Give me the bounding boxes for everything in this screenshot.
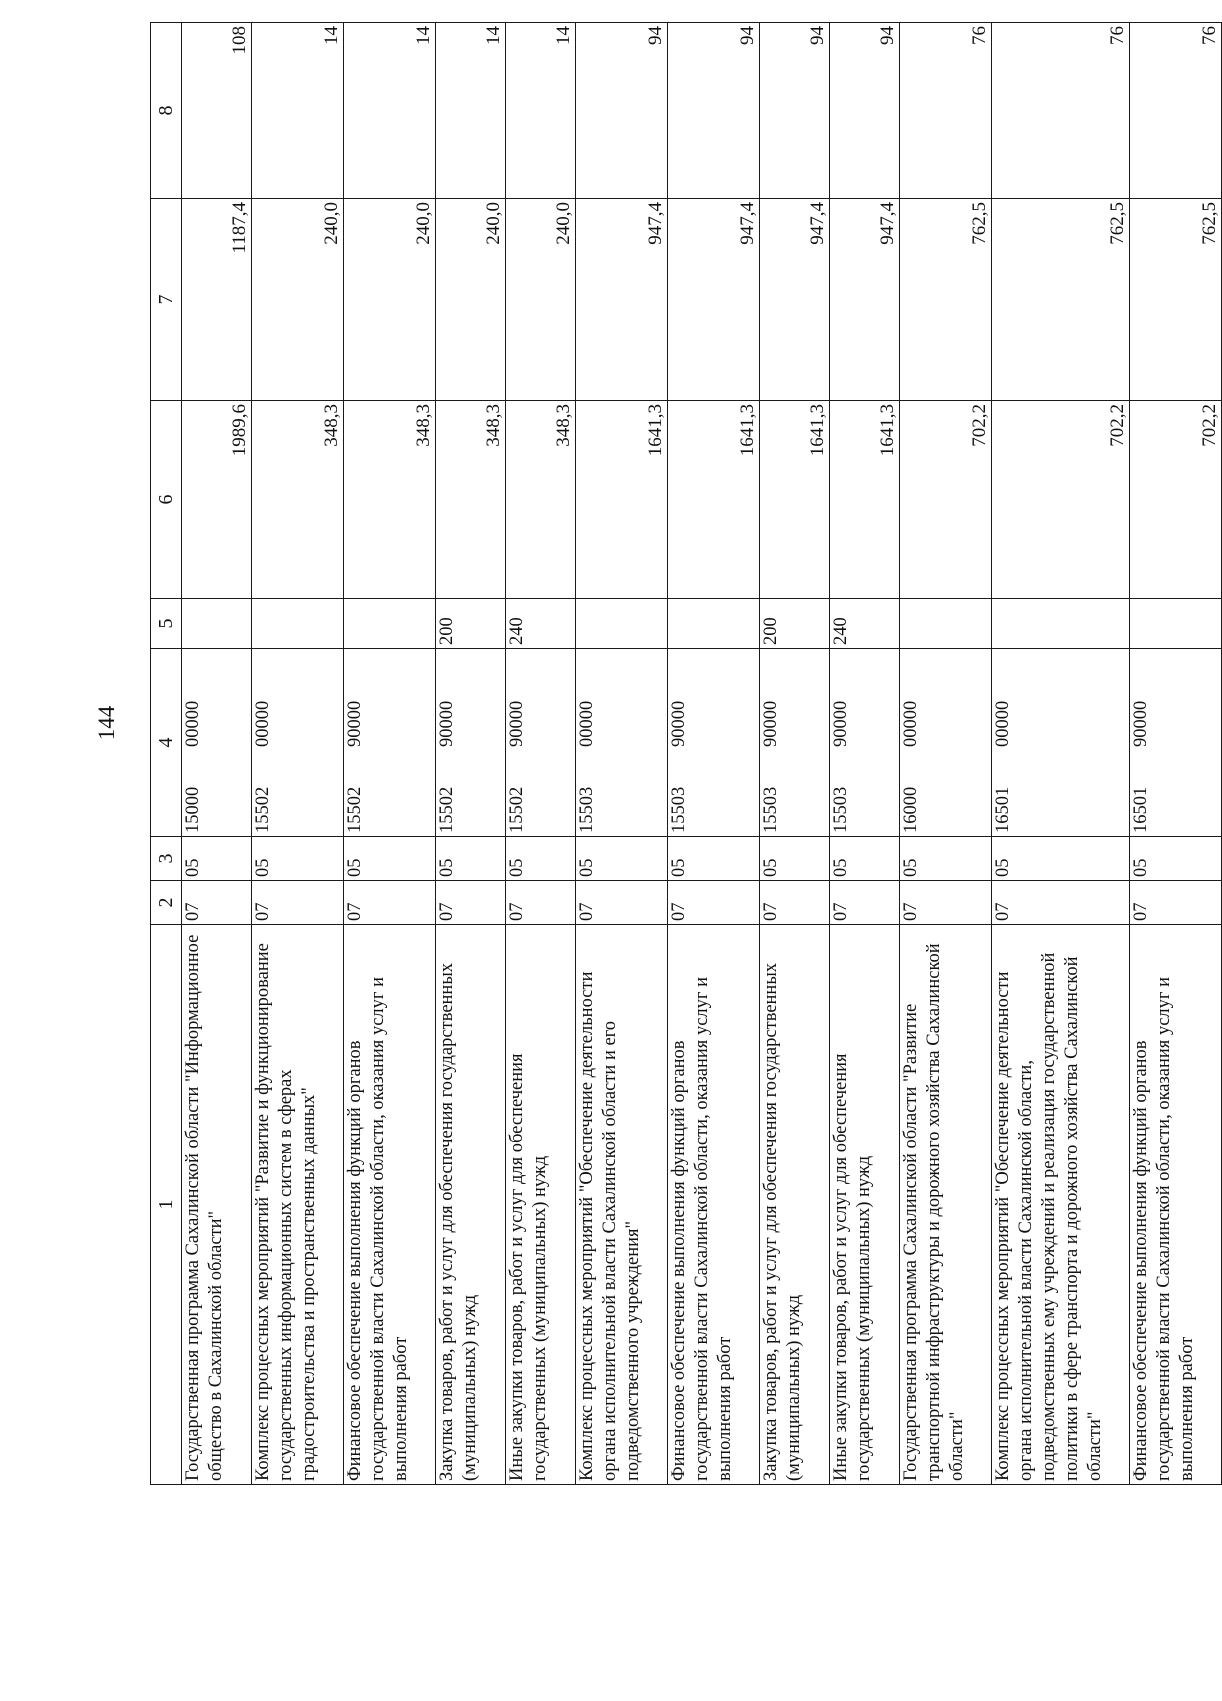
row-value-col8: 94 xyxy=(760,23,830,199)
header-col-3: 3 xyxy=(151,837,182,881)
header-col-5: 5 xyxy=(151,599,182,649)
row-value-col8: 76 xyxy=(1130,23,1222,199)
page-number: 144 xyxy=(94,705,119,741)
row-value-col8: 14 xyxy=(252,23,344,199)
header-col-7: 7 xyxy=(151,199,182,401)
row-name: Закупка товаров, работ и услуг для обеспечения государственных (муниципальных) нужд xyxy=(760,925,830,1485)
row-value-col6: 1641,3 xyxy=(830,401,900,599)
row-name: Закупка товаров, работ и услуг для обеспечения государственных (муниципальных) нужд xyxy=(436,925,506,1485)
row-value-col6: 348,3 xyxy=(344,401,436,599)
row-chapter: 07 xyxy=(668,881,760,925)
row-subchapter: 05 xyxy=(1130,837,1222,881)
table-row xyxy=(344,23,436,1485)
row-name: Финансовое обеспечение выполнения функций органов государственной власти Сахалинской области, оказания услуг и выполнения работ xyxy=(668,925,760,1485)
target-article-part-2: 00000 xyxy=(901,700,921,747)
target-article-part-1: 16501 xyxy=(1131,786,1151,833)
row-subchapter: 05 xyxy=(900,837,992,881)
table-row xyxy=(760,23,830,1485)
row-target-article xyxy=(252,649,344,837)
row-expense-type xyxy=(1130,599,1222,649)
row-subchapter: 05 xyxy=(344,837,436,881)
row-value-col8: 76 xyxy=(900,23,992,199)
row-subchapter: 05 xyxy=(668,837,760,881)
target-article-part-2: 90000 xyxy=(831,700,851,747)
row-expense-type: 200 xyxy=(436,599,506,649)
rotated-table-wrapper xyxy=(150,23,1220,1485)
target-article-part-1: 15000 xyxy=(183,786,203,833)
row-target-article xyxy=(900,649,992,837)
target-article-part-2: 00000 xyxy=(183,700,203,747)
row-target-article xyxy=(182,649,252,837)
row-name: Комплекс процессных мероприятий "Обеспечение деятельности органа исполнительной власти Сахалинской области и его подведомственного учреждения" xyxy=(576,925,668,1485)
row-value-col7: 762,5 xyxy=(992,199,1130,401)
row-chapter: 07 xyxy=(992,881,1130,925)
row-chapter: 07 xyxy=(576,881,668,925)
budget-table xyxy=(150,22,1222,1485)
row-expense-type xyxy=(252,599,344,649)
row-target-article xyxy=(506,649,576,837)
row-value-col6: 1641,3 xyxy=(576,401,668,599)
row-subchapter: 05 xyxy=(576,837,668,881)
row-chapter: 07 xyxy=(830,881,900,925)
row-value-col8: 14 xyxy=(344,23,436,199)
row-subchapter: 05 xyxy=(252,837,344,881)
row-value-col6: 348,3 xyxy=(436,401,506,599)
row-subchapter: 05 xyxy=(436,837,506,881)
header-col-2: 2 xyxy=(151,881,182,925)
header-col-8: 8 xyxy=(151,23,182,199)
target-article-part-1: 15502 xyxy=(253,786,273,833)
table-row xyxy=(252,23,344,1485)
target-article-part-1: 15503 xyxy=(761,786,781,833)
row-value-col7: 240,0 xyxy=(436,199,506,401)
table-row xyxy=(1130,23,1222,1485)
header-col-4: 4 xyxy=(151,649,182,837)
target-article-part-2: 00000 xyxy=(253,700,273,747)
row-value-col7: 1187,4 xyxy=(182,199,252,401)
target-article-part-2: 90000 xyxy=(1131,700,1151,747)
target-article-part-1: 15503 xyxy=(831,786,851,833)
row-value-col6: 702,2 xyxy=(1130,401,1222,599)
header-col-6: 6 xyxy=(151,401,182,599)
row-name: Комплекс процессных мероприятий "Развитие и функционирование государственных информационных систем в сферах градостроительства и пространственных данных" xyxy=(252,925,344,1485)
row-value-col7: 762,5 xyxy=(900,199,992,401)
row-value-col6: 348,3 xyxy=(252,401,344,599)
row-value-col6: 702,2 xyxy=(992,401,1130,599)
target-article-part-2: 90000 xyxy=(669,700,689,747)
row-target-article xyxy=(668,649,760,837)
row-chapter: 07 xyxy=(252,881,344,925)
header-col-1: 1 xyxy=(151,925,182,1485)
row-name: Государственная программа Сахалинской области "Информационное общество в Сахалинской области" xyxy=(182,925,252,1485)
target-article-part-1: 15502 xyxy=(345,786,365,833)
row-value-col7: 947,4 xyxy=(830,199,900,401)
row-chapter: 07 xyxy=(1130,881,1222,925)
row-target-article xyxy=(992,649,1130,837)
target-article-part-1: 15502 xyxy=(437,786,457,833)
row-value-col6: 702,2 xyxy=(900,401,992,599)
row-value-col7: 947,4 xyxy=(576,199,668,401)
table-row xyxy=(992,23,1130,1485)
row-subchapter: 05 xyxy=(992,837,1130,881)
row-chapter: 07 xyxy=(344,881,436,925)
row-target-article xyxy=(830,649,900,837)
row-expense-type: 240 xyxy=(506,599,576,649)
row-expense-type: 240 xyxy=(830,599,900,649)
target-article-part-2: 00000 xyxy=(993,700,1013,747)
target-article-part-2: 90000 xyxy=(507,700,527,747)
row-target-article xyxy=(436,649,506,837)
row-value-col8: 76 xyxy=(992,23,1130,199)
target-article-part-2: 90000 xyxy=(437,700,457,747)
table-row xyxy=(506,23,576,1485)
row-chapter: 07 xyxy=(182,881,252,925)
row-expense-type xyxy=(900,599,992,649)
row-name: Финансовое обеспечение выполнения функций органов государственной власти Сахалинской области, оказания услуг и выполнения работ xyxy=(344,925,436,1485)
table-row xyxy=(576,23,668,1485)
row-value-col8: 14 xyxy=(506,23,576,199)
row-name: Комплекс процессных мероприятий "Обеспечение деятельности органа исполнительной власти Сахалинской области, подведомственных ему учреждений и реализация государственной политики в сфере транспорта и дорожного хозяйства Сахалинской области" xyxy=(992,925,1130,1485)
row-expense-type xyxy=(182,599,252,649)
row-value-col8: 14 xyxy=(436,23,506,199)
row-value-col6: 1989,6 xyxy=(182,401,252,599)
row-name: Финансовое обеспечение выполнения функций органов государственной власти Сахалинской области, оказания услуг и выполнения работ xyxy=(1130,925,1222,1485)
table-row xyxy=(436,23,506,1485)
row-value-col7: 240,0 xyxy=(344,199,436,401)
row-value-col7: 947,4 xyxy=(760,199,830,401)
row-name: Государственная программа Сахалинской области "Развитие транспортной инфраструктуры и дорожного хозяйства Сахалинской области" xyxy=(900,925,992,1485)
target-article-part-1: 15502 xyxy=(507,786,527,833)
row-value-col6: 1641,3 xyxy=(760,401,830,599)
row-value-col8: 94 xyxy=(830,23,900,199)
row-subchapter: 05 xyxy=(830,837,900,881)
row-value-col6: 348,3 xyxy=(506,401,576,599)
target-article-part-1: 16501 xyxy=(993,786,1013,833)
row-target-article xyxy=(576,649,668,837)
target-article-part-1: 15503 xyxy=(669,786,689,833)
table-row xyxy=(830,23,900,1485)
row-value-col8: 94 xyxy=(668,23,760,199)
row-value-col8: 94 xyxy=(576,23,668,199)
row-target-article xyxy=(344,649,436,837)
row-value-col7: 947,4 xyxy=(668,199,760,401)
row-target-article xyxy=(1130,649,1222,837)
row-target-article xyxy=(760,649,830,837)
row-expense-type: 200 xyxy=(760,599,830,649)
target-article-part-2: 90000 xyxy=(345,700,365,747)
row-name: Иные закупки товаров, работ и услуг для обеспечения государственных (муниципальных) нужд xyxy=(506,925,576,1485)
row-expense-type xyxy=(668,599,760,649)
target-article-part-1: 16000 xyxy=(901,786,921,833)
row-chapter: 07 xyxy=(506,881,576,925)
row-chapter: 07 xyxy=(760,881,830,925)
row-subchapter: 05 xyxy=(760,837,830,881)
row-name: Иные закупки товаров, работ и услуг для обеспечения государственных (муниципальных) нужд xyxy=(830,925,900,1485)
row-value-col6: 1641,3 xyxy=(668,401,760,599)
header-row xyxy=(151,23,182,1485)
row-value-col7: 240,0 xyxy=(506,199,576,401)
row-subchapter: 05 xyxy=(506,837,576,881)
row-value-col7: 762,5 xyxy=(1130,199,1222,401)
row-subchapter: 05 xyxy=(182,837,252,881)
row-expense-type xyxy=(344,599,436,649)
row-value-col7: 240,0 xyxy=(252,199,344,401)
table-row xyxy=(668,23,760,1485)
target-article-part-2: 00000 xyxy=(577,700,597,747)
row-expense-type xyxy=(992,599,1130,649)
row-chapter: 07 xyxy=(436,881,506,925)
row-chapter: 07 xyxy=(900,881,992,925)
table-row xyxy=(900,23,992,1485)
target-article-part-2: 90000 xyxy=(761,700,781,747)
target-article-part-1: 15503 xyxy=(577,786,597,833)
row-expense-type xyxy=(576,599,668,649)
table-row xyxy=(182,23,252,1485)
row-value-col8: 108 xyxy=(182,23,252,199)
